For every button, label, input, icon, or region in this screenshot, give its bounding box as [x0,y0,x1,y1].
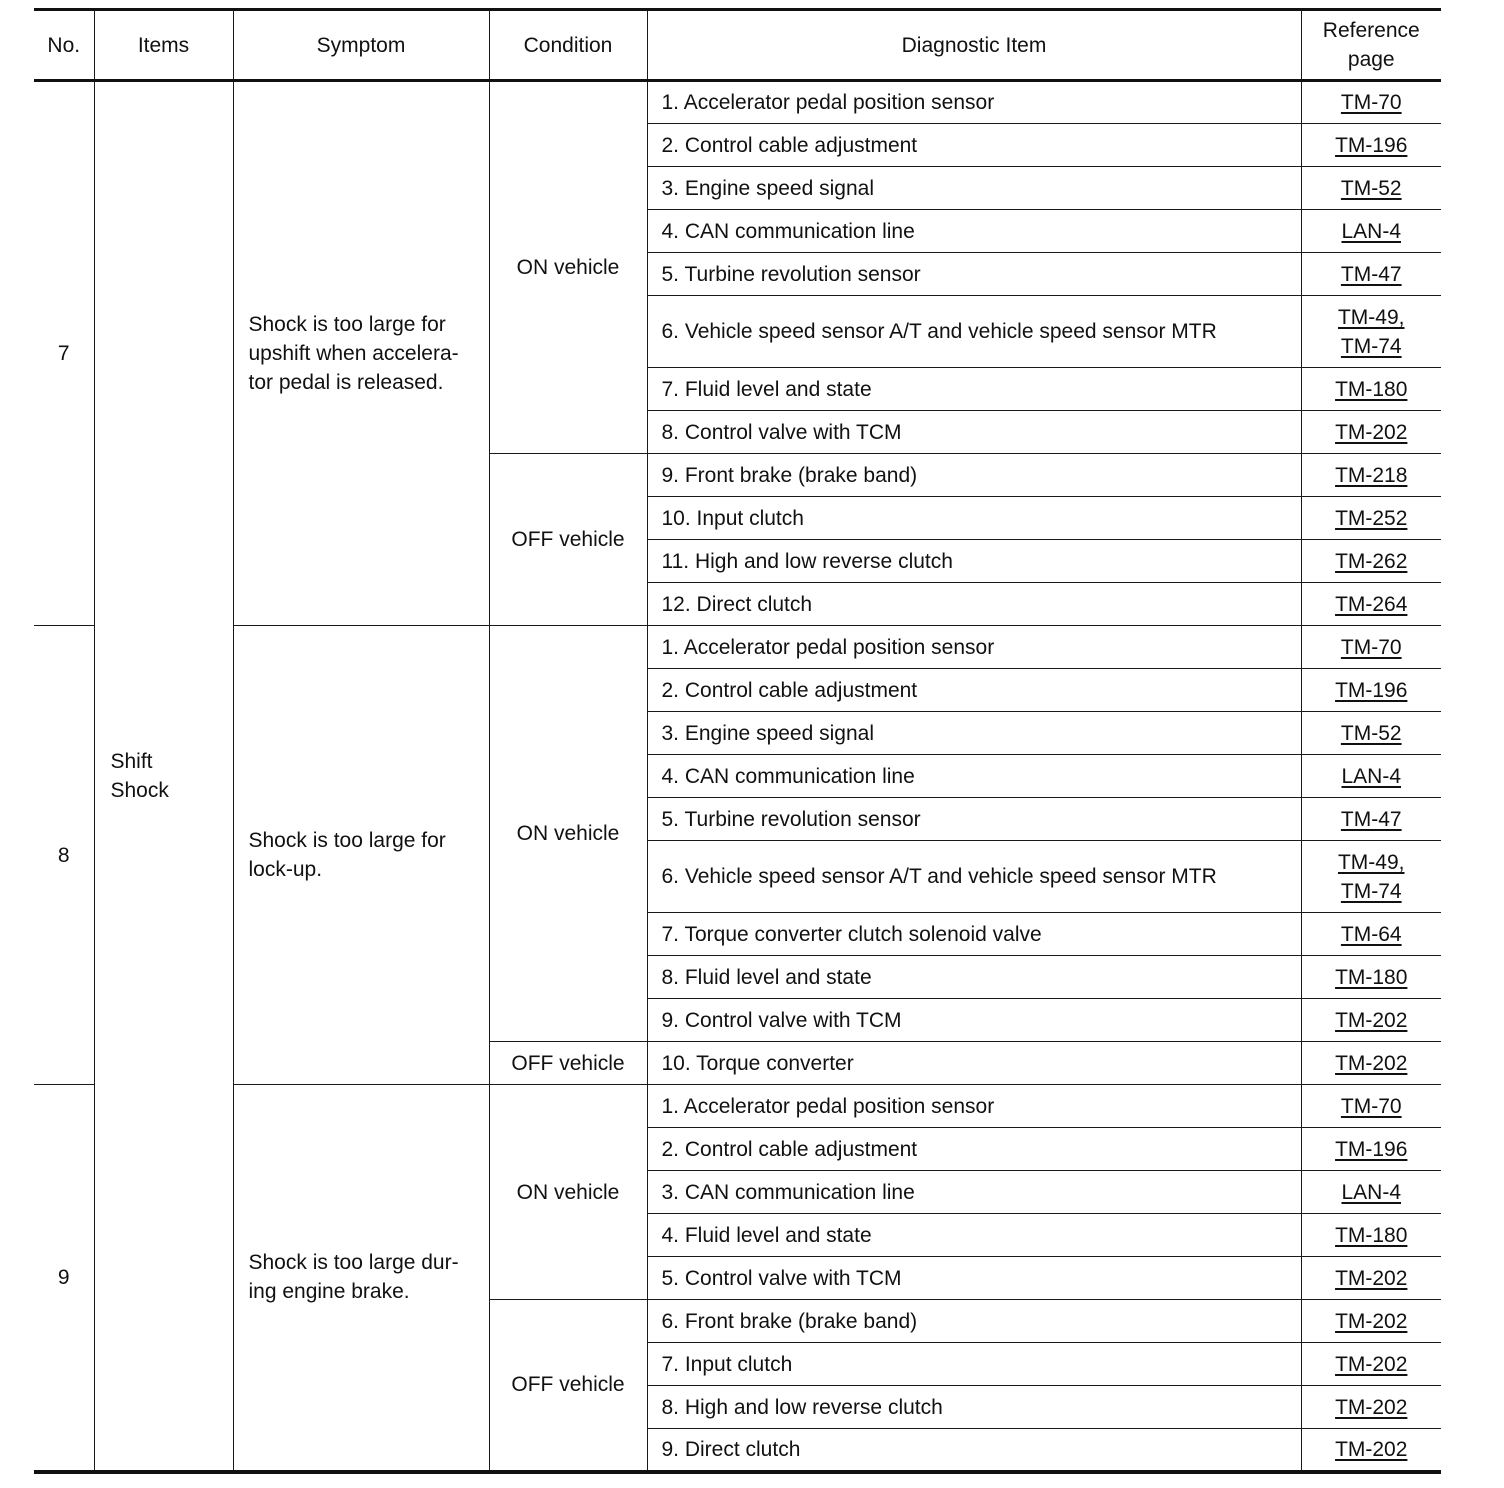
table-body [34,81,1441,1472]
reference-page-link[interactable]: TM-202 [1335,420,1408,444]
reference-cell [1301,1128,1441,1171]
reference-page-link[interactable]: TM-70 [1340,1094,1402,1118]
diagnostic-item: 7. Fluid level and state [647,368,1301,411]
diagnostic-item: 8. Fluid level and state [647,956,1301,999]
reference-cell [1301,497,1441,540]
diagnostic-item: 1. Accelerator pedal position sensor [647,81,1301,124]
header-no: No. [34,10,94,81]
reference-page-link[interactable]: TM-196 [1335,678,1408,702]
reference-cell [1301,956,1441,999]
condition-cell: OFF vehicle [489,1300,647,1472]
reference-cell [1301,798,1441,841]
reference-page-link[interactable]: TM-196 [1335,133,1408,157]
table-row [34,1085,1441,1128]
condition-cell: ON vehicle [489,626,647,1042]
header-reference-page: Reference page [1301,10,1441,81]
reference-cell [1301,1214,1441,1257]
header-condition: Condition [489,10,647,81]
reference-cell [1301,755,1441,798]
reference-cell [1301,1386,1441,1429]
reference-page-link[interactable]: TM-180 [1335,965,1408,989]
reference-cell [1301,999,1441,1042]
diagnostic-item: 4. CAN communication line [647,755,1301,798]
diagnostic-item: 12. Direct clutch [647,583,1301,626]
reference-page-link[interactable]: TM-49, [1337,305,1405,329]
reference-cell [1301,124,1441,167]
diagnostic-table [34,8,1441,1474]
diagnostic-item: 11. High and low reverse clutch [647,540,1301,583]
symptom-cell: Shock is too large for lock-up. [233,626,489,1085]
header-row [34,10,1441,81]
reference-page-link[interactable]: TM-52 [1340,176,1402,200]
diagnostic-item: 2. Control cable adjustment [647,669,1301,712]
header-items: Items [94,10,233,81]
reference-page-link[interactable]: TM-202 [1335,1309,1408,1333]
reference-page-link[interactable]: TM-52 [1340,721,1402,745]
table-row [34,626,1441,669]
reference-cell [1301,841,1441,913]
diagnostic-item: 7. Input clutch [647,1343,1301,1386]
reference-page-link[interactable]: TM-252 [1335,506,1408,530]
reference-cell [1301,81,1441,124]
reference-page-link[interactable]: TM-64 [1340,922,1402,946]
reference-page-link[interactable]: TM-70 [1340,635,1402,659]
reference-page-link[interactable]: TM-196 [1335,1137,1408,1161]
diagnostic-item: 5. Turbine revolution sensor [647,798,1301,841]
condition-cell: ON vehicle [489,81,647,454]
reference-page-link[interactable]: TM-74 [1340,879,1402,903]
reference-page-link[interactable]: TM-180 [1335,377,1408,401]
diagnostic-item: 1. Accelerator pedal position sensor [647,626,1301,669]
diagnostic-item: 9. Front brake (brake band) [647,454,1301,497]
reference-cell [1301,626,1441,669]
reference-page-link[interactable]: TM-47 [1340,807,1402,831]
reference-page-link[interactable]: TM-202 [1335,1008,1408,1032]
diagnostic-item: 6. Front brake (brake band) [647,1300,1301,1343]
diagnostic-item: 2. Control cable adjustment [647,124,1301,167]
reference-cell [1301,253,1441,296]
reference-page-link[interactable]: TM-202 [1335,1395,1408,1419]
diagnostic-item: 5. Turbine revolution sensor [647,253,1301,296]
reference-cell [1301,210,1441,253]
reference-page-link[interactable]: TM-202 [1335,1437,1408,1461]
header-symptom: Symptom [233,10,489,81]
reference-page-link[interactable]: TM-49, [1337,850,1405,874]
diagnostic-item: 6. Vehicle speed sensor A/T and vehicle speed sensor MTR [647,841,1301,913]
reference-page-link[interactable]: TM-264 [1335,592,1408,616]
reference-cell [1301,669,1441,712]
reference-cell [1301,1343,1441,1386]
diagnostic-item: 4. CAN communication line [647,210,1301,253]
reference-page-link[interactable]: LAN-4 [1341,219,1402,243]
reference-cell [1301,1171,1441,1214]
diagnostic-item: 3. Engine speed signal [647,712,1301,755]
diagnostic-item: 10. Torque converter [647,1042,1301,1085]
diagnostic-item: 2. Control cable adjustment [647,1128,1301,1171]
diagnostic-item: 4. Fluid level and state [647,1214,1301,1257]
reference-page-link[interactable]: TM-202 [1335,1266,1408,1290]
reference-cell [1301,1042,1441,1085]
reference-page-link[interactable]: TM-180 [1335,1223,1408,1247]
row-number: 7 [34,81,94,626]
reference-cell [1301,1257,1441,1300]
reference-page-link[interactable]: TM-74 [1340,334,1402,358]
reference-page-link[interactable]: TM-47 [1340,262,1402,286]
reference-cell [1301,583,1441,626]
reference-cell [1301,454,1441,497]
row-number: 9 [34,1085,94,1472]
reference-cell [1301,1429,1441,1472]
reference-cell [1301,368,1441,411]
reference-page-link[interactable]: TM-262 [1335,549,1408,573]
diagnostic-item: 3. CAN communication line [647,1171,1301,1214]
diagnostic-item: 5. Control valve with TCM [647,1257,1301,1300]
reference-cell [1301,540,1441,583]
header-diagnostic-item: Diagnostic Item [647,10,1301,81]
diagnostic-item: 10. Input clutch [647,497,1301,540]
diagnostic-item: 8. Control valve with TCM [647,411,1301,454]
table-row [34,81,1441,124]
reference-page-link[interactable]: LAN-4 [1341,1180,1402,1204]
symptom-cell: Shock is too large dur- ing engine brake. [233,1085,489,1472]
reference-page-link[interactable]: TM-202 [1335,1352,1408,1376]
diagnostic-item: 7. Torque converter clutch solenoid valve [647,913,1301,956]
reference-cell [1301,411,1441,454]
reference-cell [1301,712,1441,755]
row-number: 8 [34,626,94,1085]
diagnostic-item: 8. High and low reverse clutch [647,1386,1301,1429]
reference-page-link[interactable]: TM-202 [1335,1051,1408,1075]
diagnostic-item: 6. Vehicle speed sensor A/T and vehicle speed sensor MTR [647,296,1301,368]
reference-cell [1301,913,1441,956]
condition-cell: OFF vehicle [489,454,647,626]
reference-cell [1301,296,1441,368]
reference-cell [1301,1085,1441,1128]
condition-cell: OFF vehicle [489,1042,647,1085]
diagnostic-item: 1. Accelerator pedal position sensor [647,1085,1301,1128]
diagnostic-item: 9. Direct clutch [647,1429,1301,1472]
reference-page-link[interactable]: TM-218 [1335,463,1408,487]
diagnostic-item: 3. Engine speed signal [647,167,1301,210]
items-cell: Shift Shock [94,81,233,1472]
reference-cell [1301,167,1441,210]
diagnostic-item: 9. Control valve with TCM [647,999,1301,1042]
reference-page-link[interactable]: TM-70 [1340,91,1402,114]
reference-page-link[interactable]: LAN-4 [1341,764,1402,788]
reference-cell [1301,1300,1441,1343]
symptom-cell: Shock is too large for upshift when accelera- tor pedal is released. [233,81,489,626]
condition-cell: ON vehicle [489,1085,647,1300]
